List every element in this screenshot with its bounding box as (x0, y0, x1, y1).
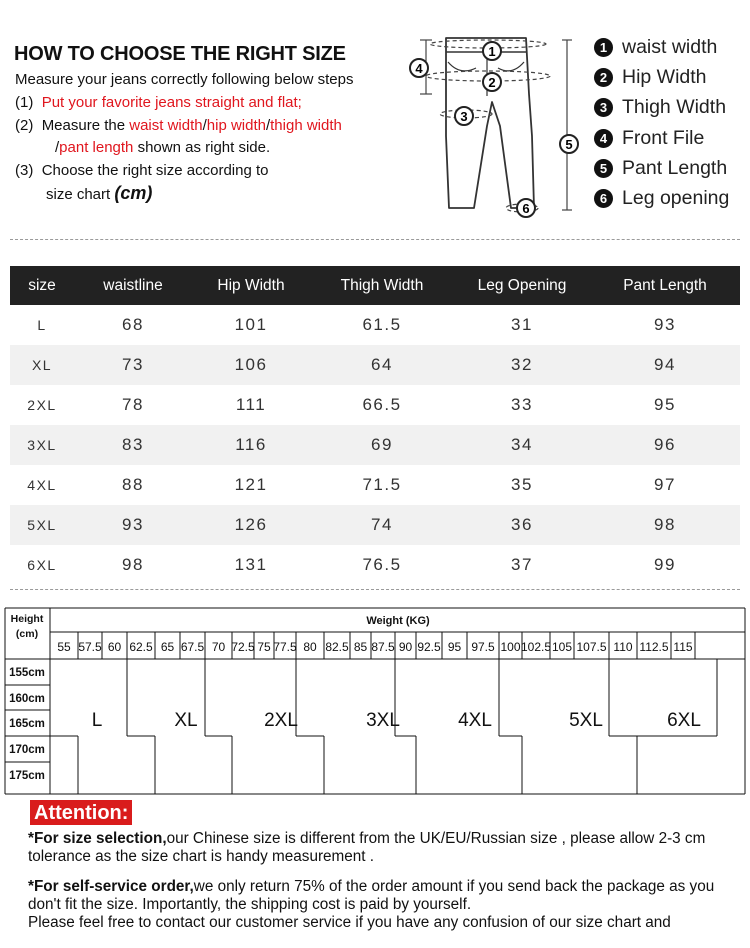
number-badge-icon: 1 (594, 38, 613, 57)
weight-tick: 67.5 (180, 640, 205, 654)
attention-label: Attention: (30, 800, 132, 825)
note-1-heading: *For size selection, (28, 830, 167, 847)
weight-tick: 77.5 (273, 640, 297, 654)
table-cell: 68 (74, 305, 192, 345)
weight-tick: 97.5 (471, 640, 495, 654)
table-cell: 93 (590, 305, 740, 345)
weight-tick: 95 (447, 640, 462, 654)
height-tick: 170cm (9, 744, 45, 756)
height-tick: 155cm (9, 667, 45, 679)
step-3-continued (46, 182, 152, 206)
table-cell: 131 (192, 545, 310, 585)
number-badge-icon: 3 (594, 98, 613, 117)
step-2-hip: hip width (206, 117, 266, 134)
table-cell: 78 (74, 385, 192, 425)
weight-tick: 57.5 (78, 640, 102, 654)
step-1-text: Put your favorite jeans straight and flat; (41, 94, 302, 111)
weight-tick: 112.5 (639, 640, 669, 654)
weight-tick: 85 (353, 640, 368, 654)
weight-tick: 80 (303, 640, 317, 654)
marker-5-label: 5 (565, 137, 573, 152)
table-cell: 33 (454, 385, 590, 425)
table-cell: 98 (590, 505, 740, 545)
note-2-text: we only return 75% of the order amount if you send back the package as you don't fit the size. Importantly, the shipping cost is paid by yourself. (28, 878, 715, 913)
table-cell: 34 (454, 425, 590, 465)
weight-tick: 62.5 (129, 640, 153, 654)
weight-tick: 100 (500, 640, 521, 654)
table-cell: L (10, 305, 74, 345)
table-cell: 99 (590, 545, 740, 585)
table-cell: 111 (192, 385, 310, 425)
table-cell: 101 (192, 305, 310, 345)
table-cell: 61.5 (310, 305, 454, 345)
jeans-diagram (408, 32, 583, 222)
size-zone-label: L (91, 710, 103, 731)
table-cell: 74 (310, 505, 454, 545)
table-cell: 6XL (10, 545, 74, 585)
table-cell: 96 (590, 425, 740, 465)
column-header: waistline (74, 266, 192, 305)
weight-tick: 105 (551, 640, 573, 654)
table-row (10, 345, 740, 385)
weight-tick: 115 (673, 640, 693, 654)
divider (10, 239, 740, 240)
legend-item-pant-length (594, 157, 727, 180)
table-cell: 36 (454, 505, 590, 545)
weight-tick: 102.5 (520, 640, 552, 654)
weight-tick: 92.5 (417, 640, 441, 654)
step-2-number: (2) (15, 117, 34, 134)
step-2-end: shown as right side. (133, 139, 271, 156)
table-cell: XL (10, 345, 74, 385)
table-cell: 4XL (10, 465, 74, 505)
marker-3-label: 3 (460, 109, 468, 124)
weight-label: Weight (KG) (366, 615, 430, 627)
table-cell: 88 (74, 465, 192, 505)
weight-tick: 55 (57, 640, 71, 654)
table-row (10, 305, 740, 345)
table-cell: 126 (192, 505, 310, 545)
step-3-unit: (cm) (114, 183, 153, 203)
weight-tick: 110 (613, 640, 633, 654)
table-cell: 76.5 (310, 545, 454, 585)
table-cell: 3XL (10, 425, 74, 465)
weight-tick: 72.5 (231, 640, 255, 654)
intro-text: Measure your jeans correctly following below steps (15, 71, 354, 88)
legend-item-hip (594, 66, 707, 89)
size-zone-label: 2XL (264, 710, 298, 731)
note-2-heading: *For self-service order, (28, 878, 194, 895)
step-2 (15, 115, 342, 137)
size-table (10, 266, 740, 585)
slash: / (265, 117, 271, 134)
weight-tick: 90 (398, 640, 413, 654)
number-badge-icon: 2 (594, 68, 613, 87)
page-title: HOW TO CHOOSE THE RIGHT SIZE (14, 43, 346, 65)
marker-4-label: 4 (415, 61, 423, 76)
weight-tick: 60 (107, 640, 122, 654)
note-self-service (28, 878, 738, 914)
table-cell: 121 (192, 465, 310, 505)
pocket-right (498, 62, 524, 71)
weight-tick: 87.5 (371, 640, 395, 654)
step-3-number: (3) (15, 162, 34, 179)
table-cell: 5XL (10, 505, 74, 545)
marker-2-label: 2 (488, 75, 496, 90)
column-header: size (10, 266, 74, 305)
weight-tick: 107.5 (576, 640, 607, 654)
table-cell: 71.5 (310, 465, 454, 505)
legend-item-front-file (594, 127, 704, 150)
table-cell: 95 (590, 385, 740, 425)
marker-1-label: 1 (488, 44, 496, 59)
size-zone-label: XL (174, 710, 198, 731)
table-cell: 97 (590, 465, 740, 505)
size-zone-label: 3XL (366, 710, 400, 731)
table-row (10, 425, 740, 465)
table-cell: 66.5 (310, 385, 454, 425)
table-row (10, 545, 740, 585)
divider (10, 589, 740, 590)
size-zone-label: 4XL (458, 710, 492, 731)
legend-item-waist (594, 36, 717, 59)
table-cell: 93 (74, 505, 192, 545)
column-header: Pant Length (590, 266, 740, 305)
step-2-lead: Measure the (41, 117, 130, 134)
number-badge-icon: 4 (594, 129, 613, 148)
step-3-size-chart: size chart (46, 186, 115, 203)
weight-height-grid (4, 607, 746, 795)
number-badge-icon: 6 (594, 189, 613, 208)
size-table-header (10, 266, 740, 305)
table-cell: 37 (454, 545, 590, 585)
column-header: Thigh Width (310, 266, 454, 305)
legend-label: waist width (622, 36, 718, 58)
weight-tick: 82.5 (325, 640, 349, 654)
slash: / (55, 139, 60, 156)
marker-6-label: 6 (522, 201, 530, 216)
table-cell: 31 (454, 305, 590, 345)
weight-tick: 75 (257, 640, 271, 654)
table-row (10, 465, 740, 505)
table-cell: 98 (74, 545, 192, 585)
table-cell: 94 (590, 345, 740, 385)
number-badge-icon: 5 (594, 159, 613, 178)
table-cell: 69 (310, 425, 454, 465)
step-3-text: Choose the right size according to (41, 162, 269, 179)
step-2-waist: waist width (129, 117, 203, 134)
table-cell: 2XL (10, 385, 74, 425)
size-zone-label: 5XL (569, 710, 603, 731)
note-3-text: Please feel free to contact our customer service if you have any confusion of our size chart and (28, 914, 671, 931)
size-zone-label: 6XL (667, 710, 701, 731)
legend-item-thigh (594, 96, 726, 119)
step-2-thigh: thigh width (270, 117, 342, 134)
legend-item-leg-opening (594, 187, 729, 210)
column-header: Leg Opening (454, 266, 590, 305)
height-tick: 160cm (9, 693, 45, 705)
pocket-left (448, 62, 476, 71)
table-cell: 35 (454, 465, 590, 505)
height-unit: (cm) (15, 628, 39, 640)
note-size-selection (28, 830, 738, 866)
legend-label: Thigh Width (622, 96, 727, 118)
step-2-pant: pant length (59, 139, 134, 156)
table-cell: 73 (74, 345, 192, 385)
table-row (10, 385, 740, 425)
step-2-continued (55, 137, 270, 159)
weight-tick: 65 (160, 640, 175, 654)
legend-label: Pant Length (622, 157, 728, 179)
column-header: Hip Width (192, 266, 310, 305)
step-3 (15, 160, 268, 182)
height-tick: 175cm (9, 770, 45, 782)
slash: / (202, 117, 207, 134)
table-row (10, 505, 740, 545)
table-cell: 116 (192, 425, 310, 465)
note-1-text: our Chinese size is different from the UK/EU/Russian size , please allow 2-3 cm tolerance as the size chart is handy measurement . (28, 830, 706, 865)
step-1 (15, 92, 302, 114)
table-cell: 32 (454, 345, 590, 385)
height-label: Height (10, 613, 44, 625)
legend-label: Leg opening (622, 187, 730, 209)
table-cell: 64 (310, 345, 454, 385)
table-cell: 83 (74, 425, 192, 465)
legend-label: Front File (622, 127, 705, 149)
table-cell: 106 (192, 345, 310, 385)
step-1-number: (1) (15, 94, 34, 111)
height-tick: 165cm (9, 718, 45, 730)
note-contact (28, 914, 738, 932)
weight-tick: 70 (211, 640, 226, 654)
legend-label: Hip Width (622, 66, 707, 88)
